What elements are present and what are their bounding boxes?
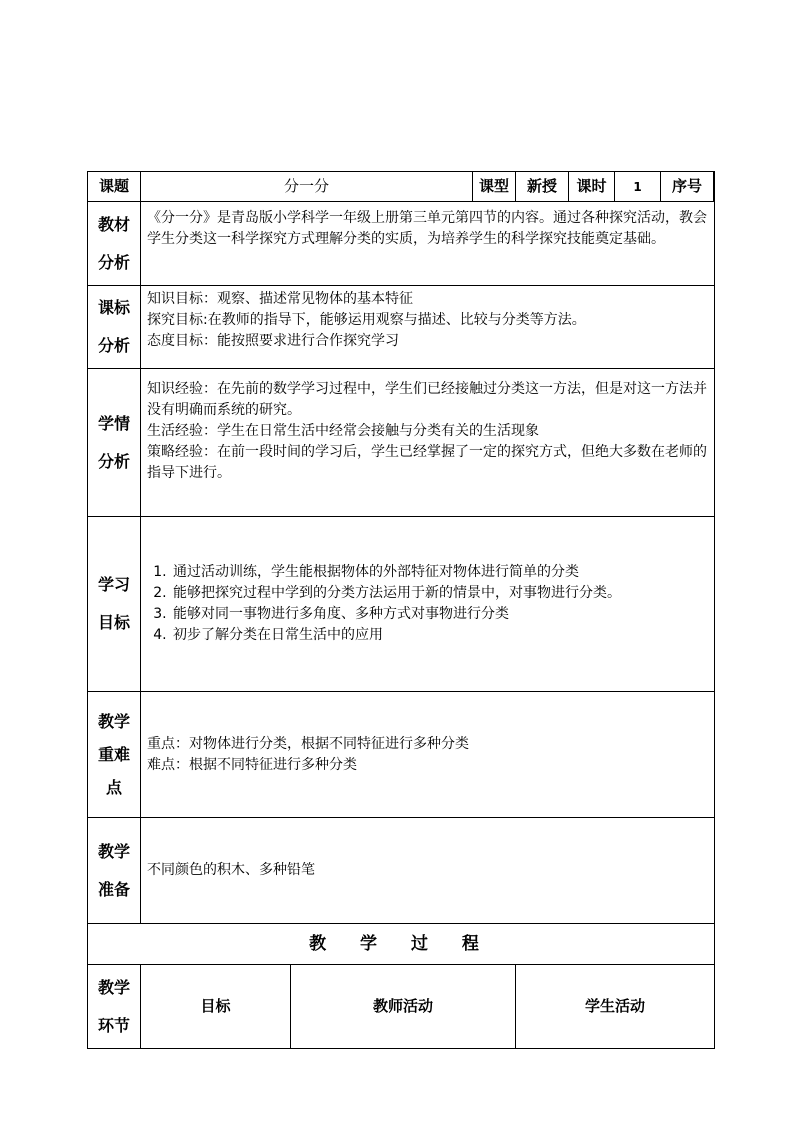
header-row: [88, 172, 715, 202]
goals-text: [141, 517, 715, 692]
hours-value: [615, 172, 661, 202]
seq-cell: [661, 172, 715, 202]
keypoints-text: 重点：对物体进行分类，根据不同特征进行多种分类 难点：根据不同特征进行多种分类: [141, 692, 715, 818]
topic-label: 课题: [88, 172, 141, 202]
goals-label: 学习 目标: [88, 517, 141, 692]
topic-value: 分一分: [141, 172, 473, 202]
goals-row: [88, 517, 715, 692]
prep-row: [88, 818, 715, 924]
goal-item: 2. 能够把探究过程中学到的分类方法运用于新的情景中，对事物进行分类。: [171, 583, 708, 604]
hours-number: 1: [633, 179, 642, 194]
standard-label: 课标 分析: [88, 286, 141, 369]
lesson-plan-page: [87, 171, 714, 1049]
lesson-plan-table: [87, 171, 715, 1049]
prep-text: 不同颜色的积木、多种铅笔: [141, 818, 715, 924]
keypoints-row: [88, 692, 715, 818]
process-header-row: [88, 965, 715, 1049]
standard-text: 知识目标：观察、描述常见物体的基本特征 探究目标:在教师的指导下，能够运用观察与描述、比较与分类等方法。 态度目标：能按照要求进行合作探究学习: [141, 286, 715, 369]
stage-label: 教学 环节: [88, 965, 141, 1049]
learner-label: 学情 分析: [88, 369, 141, 517]
goal-item: 3. 能够对同一事物进行多角度、多种方式对事物进行分类: [171, 604, 708, 625]
prep-label: 教学 准备: [88, 818, 141, 924]
goal-item: 1. 通过活动训练，学生能根据物体的外部特征对物体进行简单的分类: [171, 562, 708, 583]
col-student: 学生活动: [516, 965, 715, 1049]
process-title-row: [88, 924, 715, 965]
goal-item: 4. 初步了解分类在日常生活中的应用: [171, 625, 708, 646]
material-label: 教材 分析: [88, 202, 141, 286]
type-value: 新授: [516, 172, 569, 202]
learner-text: 知识经验：在先前的数学学习过程中，学生们已经接触过分类这一方法，但是对这一方法并没有明确而系统的研究。 生活经验：学生在日常生活中经常会接触与分类有关的生活现象 策略经验：在前一段时间的学习后，学生已经掌握了一定的探究方式，但绝大多数在老师的指导下进行。: [141, 369, 715, 517]
keypoints-label: 教学 重难 点: [88, 692, 141, 818]
seq-label: 序号: [661, 172, 714, 201]
goals-list: [147, 562, 708, 646]
col-goal: 目标: [141, 965, 291, 1049]
standard-row: [88, 286, 715, 369]
material-row: [88, 202, 715, 286]
hours-label: 课时: [569, 172, 615, 202]
type-label: 课型: [473, 172, 516, 202]
process-title: 教 学 过 程: [88, 924, 715, 965]
col-teacher: 教师活动: [291, 965, 516, 1049]
learner-row: [88, 369, 715, 517]
material-text: 《分一分》是青岛版小学科学一年级上册第三单元第四节的内容。通过各种探究活动，教会学生分类这一科学探究方式理解分类的实质，为培养学生的科学探究技能奠定基础。: [141, 202, 715, 286]
